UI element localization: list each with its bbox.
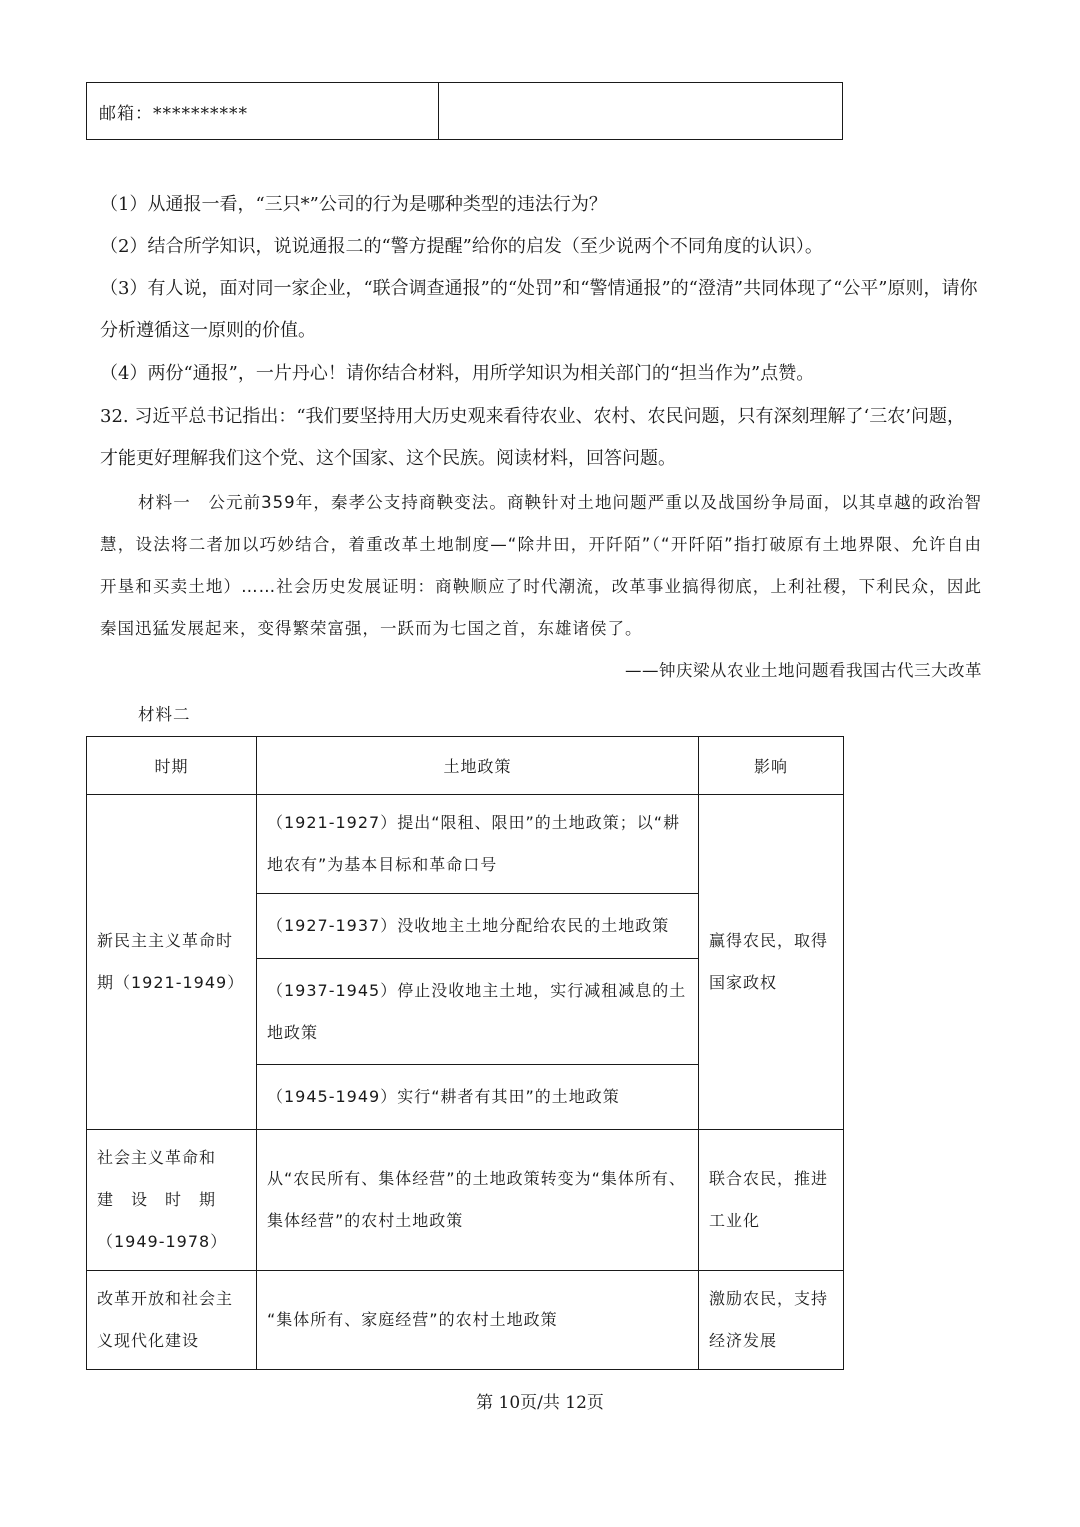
impact-socialist-construction: 联合农民，推进工业化 bbox=[699, 1130, 844, 1271]
material-1-text: 材料一 公元前359年，秦孝公支持商鞅变法。商鞅针对土地问题严重以及战国纷争局面，以其卓越的政治智慧，设法将二者加以巧妙结合，着重改革土地制度—“除井田，开阡陌”（“开阡陌”指打破原有土地界限、允许自由开垦和买卖土地）……社会历史发展证明：商鞅顺应了时代潮流，改革事业搞得彻底，上利社稷，下利民众，因此秦国迅猛发展起来，变得繁荣富强，一跃而为七国之首，东雄诸侯了。 bbox=[100, 493, 982, 638]
header-policy: 土地政策 bbox=[257, 737, 699, 795]
policy-1921-1927: （1921-1927）提出“限租、限田”的土地政策；以“耕地农有”为基本目标和革命口号 bbox=[257, 795, 699, 894]
table-row bbox=[87, 1271, 844, 1370]
question-1: （1）从通报一看，“三只*”公司的行为是哪种类型的违法行为？ bbox=[100, 194, 607, 215]
question-2: （2）结合所学知识，说说通报二的“警方提醒”给你的启发（至少说两个不同角度的认识）。 bbox=[100, 236, 823, 257]
period-socialist-construction bbox=[87, 1130, 257, 1271]
question-32-stem: 32. 习近平总书记指出：“我们要坚持用大历史观来看待农业、农村、农民问题，只有深刻理解了‘三农’问题，才能更好理解我们这个党、这个国家、这个民族。阅读材料，回答问题。 bbox=[100, 406, 965, 469]
question-3: （3）有人说，面对同一家企业，“联合调查通报”的“处罚”和“警情通报”的“澄清”共同体现了“公平”原则，请你分析遵循这一原则的价值。 bbox=[100, 278, 978, 341]
policy-reform-opening: “集体所有、家庭经营”的农村土地政策 bbox=[257, 1271, 699, 1370]
table-header-row bbox=[87, 737, 844, 795]
email-label: 邮箱：********** bbox=[87, 83, 439, 140]
material-2-label: 材料二 bbox=[138, 705, 191, 724]
page-number: 第 10页/共 12页 bbox=[476, 1393, 604, 1413]
table-row bbox=[87, 1130, 844, 1271]
policy-socialist-construction: 从“农民所有、集体经营”的土地政策转变为“集体所有、集体经营”的农村土地政策 bbox=[257, 1130, 699, 1271]
policy-1945-1949: （1945-1949）实行“耕者有其田”的土地政策 bbox=[257, 1065, 699, 1130]
email-table bbox=[86, 82, 843, 140]
header-impact: 影响 bbox=[699, 737, 844, 795]
table-row bbox=[87, 795, 844, 894]
period2-line1: 社会主义革命和 bbox=[97, 1148, 217, 1167]
material-1-source: ——钟庆梁从农业土地问题看我国古代三大改革 bbox=[625, 661, 982, 680]
policy-1937-1945: （1937-1945）停止没收地主土地，实行减租减息的土地政策 bbox=[257, 959, 699, 1065]
impact-reform-opening: 激励农民，支持经济发展 bbox=[699, 1271, 844, 1370]
period-new-democratic: 新民主主义革命时期（1921-1949） bbox=[87, 795, 257, 1130]
impact-new-democratic: 赢得农民，取得国家政权 bbox=[699, 795, 844, 1130]
land-policy-table bbox=[86, 736, 844, 1370]
period2-line3: （1949-1978） bbox=[97, 1232, 228, 1251]
period-reform-opening: 改革开放和社会主义现代化建设 bbox=[87, 1271, 257, 1370]
question-4: （4）两份“通报”，一片丹心！请你结合材料，用所学知识为相关部门的“担当作为”点赞。 bbox=[100, 363, 815, 384]
policy-1927-1937: （1927-1937）没收地主土地分配给农民的土地政策 bbox=[257, 894, 699, 959]
email-row bbox=[87, 83, 843, 140]
header-period: 时期 bbox=[87, 737, 257, 795]
period2-line2: 建 设 时 期 bbox=[97, 1190, 217, 1209]
email-empty-cell bbox=[439, 83, 843, 140]
